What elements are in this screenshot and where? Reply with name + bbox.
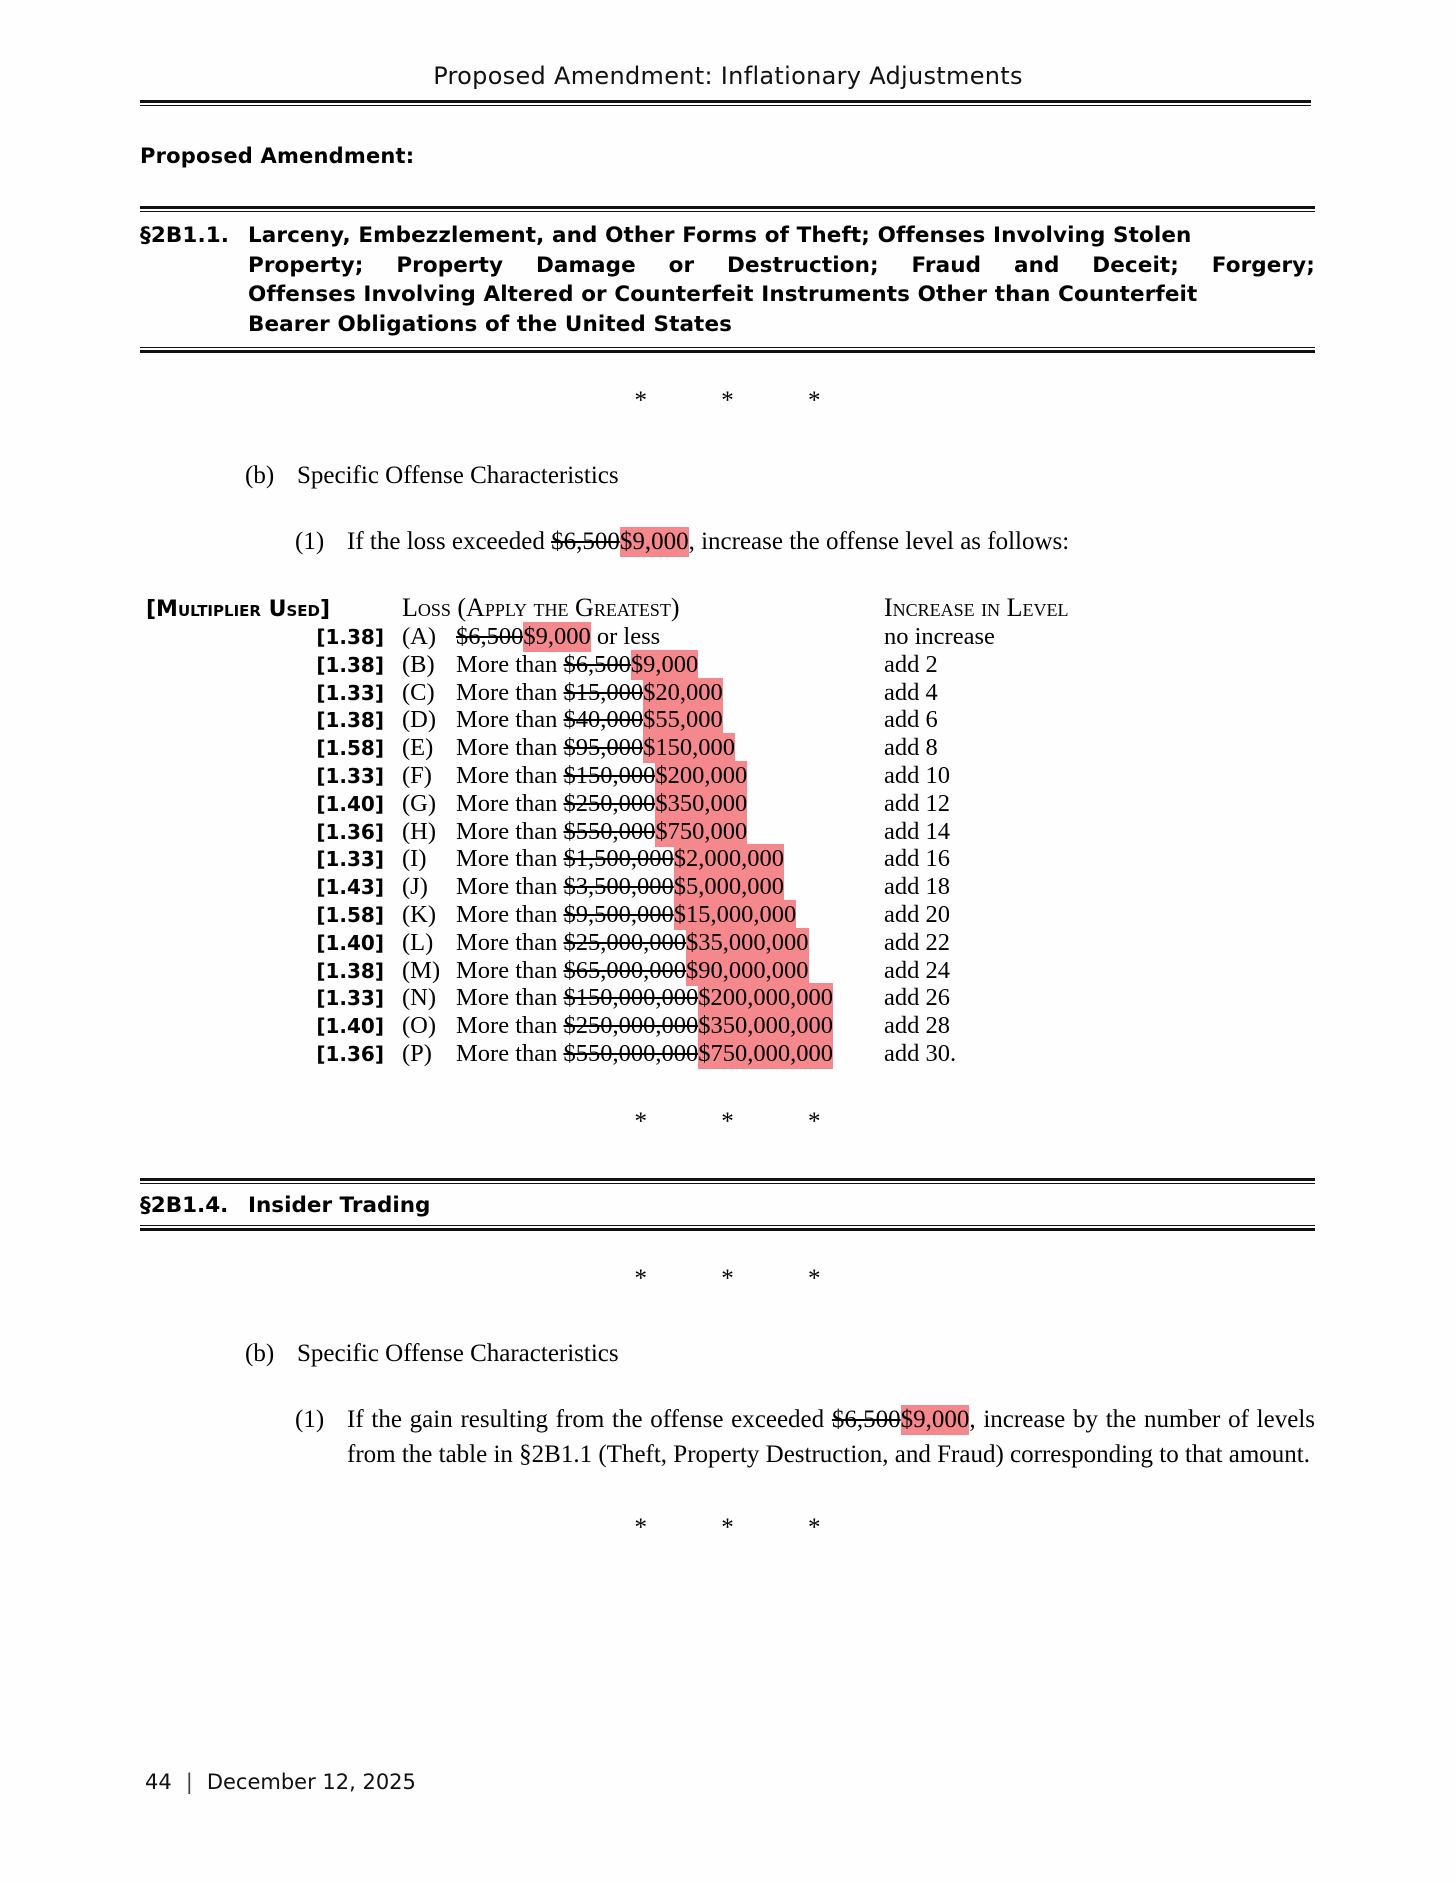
subsection-b-text: Specific Offense Characteristics [297, 461, 619, 489]
loss-row-letter: (O) [402, 1012, 437, 1040]
loss-row-multiplier: [1.36] [316, 1042, 384, 1067]
loss-row-level: add 28 [884, 1012, 950, 1040]
loss-table-row [140, 790, 1315, 818]
loss-row-level: add 26 [884, 984, 950, 1012]
loss-row-new-amount: $200,000 [655, 762, 748, 790]
loss-row-multiplier: [1.38] [316, 652, 384, 677]
loss-row-prefix: More than [456, 1012, 564, 1040]
loss-row-old-amount: $9,500,000 [563, 901, 674, 929]
loss-row-new-amount: $9,000 [630, 650, 699, 678]
loss-row-letter: (J) [402, 873, 428, 901]
paragraph-2-marker: (1) [295, 1406, 325, 1434]
loss-row-new-amount: $55,000 [643, 706, 723, 734]
loss-row-old-amount: $150,000,000 [563, 984, 699, 1012]
column-header-loss: Loss (Apply the Greatest) [402, 593, 680, 623]
loss-row-prefix: More than [456, 956, 564, 984]
subsection-b-2 [140, 1337, 1315, 1371]
loss-row-multiplier: [1.33] [316, 986, 384, 1011]
loss-row-amount [402, 984, 882, 1012]
loss-row-new-amount: $35,000,000 [686, 928, 809, 956]
loss-row-prefix: More than [456, 650, 564, 678]
loss-row-multiplier: [1.40] [316, 791, 384, 816]
loss-row-new-amount: $9,000 [523, 623, 591, 651]
loss-row-prefix: More than [456, 678, 564, 706]
guideline-heading-block-2b1-1 [140, 206, 1315, 353]
loss-row-letter: (K) [402, 901, 437, 929]
paragraph-1-text [347, 524, 1315, 559]
page-footer [145, 1770, 416, 1794]
loss-row-new-amount: $5,000,000 [673, 873, 784, 901]
loss-row-new-amount: $750,000,000 [698, 1040, 833, 1068]
loss-row-new-amount: $90,000,000 [686, 956, 809, 984]
loss-row-old-amount: $95,000 [563, 734, 644, 762]
loss-row-level: add 2 [884, 650, 938, 678]
loss-table-row [140, 984, 1315, 1012]
loss-table-row [140, 762, 1315, 790]
loss-row-level: add 4 [884, 678, 938, 706]
loss-row-new-amount: $2,000,000 [673, 845, 784, 873]
loss-row-new-amount: $200,000,000 [698, 984, 833, 1012]
loss-row-old-amount: $6,500 [456, 623, 524, 651]
loss-table-row [140, 1040, 1315, 1068]
loss-row-new-amount: $150,000 [643, 734, 735, 762]
loss-row-amount [402, 734, 882, 762]
loss-row-prefix: More than [456, 901, 564, 929]
loss-row-amount [402, 845, 882, 873]
guideline-2-number: §2B1.4. [140, 1192, 229, 1218]
asterisk-separator-2: * * * [634, 1107, 855, 1135]
paragraph-2-lead: If the gain resulting from the offense exceeded [347, 1406, 832, 1434]
loss-row-level: no increase [884, 623, 995, 651]
loss-row-multiplier: [1.58] [316, 903, 384, 928]
loss-row-prefix: More than [456, 845, 564, 873]
header-rule [140, 100, 1311, 106]
paragraph-2-text [347, 1402, 1315, 1472]
paragraph-1-lead: If the loss exceeded [347, 528, 552, 556]
loss-row-prefix: More than [456, 1040, 564, 1068]
loss-row-multiplier: [1.33] [316, 764, 384, 789]
asterisk-separator-3: * * * [634, 1264, 855, 1292]
paragraph-1-marker: (1) [295, 528, 325, 556]
loss-row-letter: (C) [402, 678, 435, 706]
loss-row-new-amount: $15,000,000 [673, 901, 797, 929]
loss-row-amount [402, 901, 882, 929]
paragraph-2 [140, 1402, 1315, 1472]
paragraph-1-old-amount: $6,500 [551, 528, 620, 556]
guideline-title [248, 221, 1315, 340]
guideline-heading-2b1-1 [140, 221, 1315, 340]
loss-row-amount [402, 818, 882, 846]
loss-row-letter: (N) [402, 984, 437, 1012]
guideline-title-line-3: Offenses Involving Altered or Counterfeit Instruments Other than Counterfeit [248, 282, 1198, 308]
loss-row-multiplier: [1.33] [316, 680, 384, 705]
loss-row-letter: (D) [402, 706, 437, 734]
rule-bottom [140, 347, 1315, 353]
loss-row-letter: (A) [402, 623, 437, 651]
loss-row-level: add 16 [884, 845, 950, 873]
loss-table-row [140, 957, 1315, 985]
loss-row-old-amount: $40,000 [563, 706, 644, 734]
subsection-b-2-text: Specific Offense Characteristics [297, 1339, 619, 1367]
loss-table-row [140, 1012, 1315, 1040]
loss-row-amount [402, 651, 882, 679]
loss-table-row [140, 679, 1315, 707]
loss-row-old-amount: $15,000 [563, 678, 644, 706]
loss-row-old-amount: $550,000,000 [563, 1040, 699, 1068]
loss-table-row [140, 929, 1315, 957]
loss-row-amount [402, 623, 882, 651]
loss-table-row [140, 818, 1315, 846]
guideline-number: §2B1.1. [140, 223, 230, 248]
loss-row-letter: (H) [402, 817, 437, 845]
loss-row-prefix: More than [456, 789, 564, 817]
loss-row-level: add 8 [884, 734, 938, 762]
rule-top-2 [140, 1178, 1315, 1184]
loss-table [140, 593, 1315, 1068]
loss-row-amount [402, 929, 882, 957]
loss-table-row [140, 845, 1315, 873]
loss-row-prefix: More than [456, 873, 564, 901]
proposed-amendment-label: Proposed Amendment: [140, 144, 415, 168]
loss-table-body [140, 623, 1315, 1068]
loss-row-amount [402, 762, 882, 790]
loss-row-old-amount: $250,000,000 [563, 1012, 699, 1040]
loss-table-row [140, 734, 1315, 762]
footer-page-number: 44 [145, 1770, 172, 1794]
paragraph-1-new-amount: $9,000 [619, 528, 689, 556]
loss-row-new-amount: $750,000 [655, 817, 748, 845]
loss-row-level: add 30. [884, 1040, 957, 1068]
loss-row-new-amount: $350,000,000 [698, 1012, 833, 1040]
loss-row-prefix: More than [456, 928, 564, 956]
loss-row-old-amount: $25,000,000 [563, 928, 686, 956]
loss-row-letter: (I) [402, 845, 427, 873]
loss-row-new-amount: $20,000 [643, 678, 723, 706]
paragraph-2-new-amount: $9,000 [900, 1406, 970, 1434]
loss-row-amount [402, 1012, 882, 1040]
loss-row-old-amount: $6,500 [563, 650, 631, 678]
loss-row-multiplier: [1.40] [316, 1014, 384, 1039]
loss-row-letter: (P) [402, 1040, 432, 1068]
loss-row-prefix: More than [456, 706, 564, 734]
paragraph-2-old-amount: $6,500 [831, 1406, 901, 1434]
loss-row-level: add 12 [884, 789, 950, 817]
loss-row-level: add 6 [884, 706, 938, 734]
loss-row-multiplier: [1.38] [316, 708, 384, 733]
loss-table-row [140, 873, 1315, 901]
asterisk-separator-4: * * * [634, 1514, 855, 1542]
loss-row-old-amount: $550,000 [563, 817, 656, 845]
loss-row-prefix: More than [456, 817, 564, 845]
loss-table-row [140, 651, 1315, 679]
loss-row-multiplier: [1.38] [316, 625, 384, 650]
subsection-b [140, 459, 1315, 493]
loss-row-letter: (E) [402, 734, 434, 762]
loss-row-old-amount: $250,000 [563, 789, 656, 817]
loss-row-level: add 24 [884, 956, 950, 984]
column-header-multiplier: [Multiplier Used] [146, 597, 331, 623]
loss-row-prefix: More than [456, 984, 564, 1012]
loss-row-prefix: More than [456, 762, 564, 790]
loss-row-old-amount: $150,000 [563, 762, 656, 790]
guideline-heading-2b1-4 [140, 1193, 1315, 1218]
loss-row-amount [402, 1040, 882, 1068]
subsection-b-marker: (b) [245, 461, 275, 489]
loss-table-row [140, 901, 1315, 929]
paragraph-1 [140, 524, 1315, 559]
loss-table-header-row [140, 593, 1315, 623]
loss-row-old-amount: $3,500,000 [563, 873, 674, 901]
loss-row-multiplier: [1.43] [316, 875, 384, 900]
footer-date: December 12, 2025 [206, 1770, 416, 1794]
loss-row-amount [402, 873, 882, 901]
asterisk-separator-1: * * * [634, 386, 855, 414]
loss-row-level: add 20 [884, 901, 950, 929]
running-header: Proposed Amendment: Inflationary Adjustments [433, 62, 1023, 90]
paragraph-1-tail: , increase the offense level as follows: [688, 528, 1070, 556]
loss-row-letter: (L) [402, 928, 434, 956]
loss-row-letter: (B) [402, 650, 435, 678]
column-header-level: Increase in Level [884, 593, 1069, 623]
loss-row-amount [402, 790, 882, 818]
loss-row-old-amount: $1,500,000 [563, 845, 674, 873]
loss-row-amount [402, 957, 882, 985]
loss-row-multiplier: [1.58] [316, 736, 384, 761]
guideline-title-line-2: Property; Property Damage or Destruction; Fraud and Deceit; Forgery; [248, 252, 1315, 278]
page-content [140, 130, 1315, 1542]
guideline-title-line-4: Bearer Obligations of the United States [248, 311, 733, 337]
loss-table-row [140, 706, 1315, 734]
loss-row-multiplier: [1.36] [316, 819, 384, 844]
loss-row-multiplier: [1.40] [316, 930, 384, 955]
loss-row-letter: (F) [402, 762, 432, 790]
loss-row-letter: (M) [402, 956, 441, 984]
loss-row-level: add 14 [884, 817, 950, 845]
loss-row-new-amount: $350,000 [655, 789, 748, 817]
loss-row-multiplier: [1.38] [316, 958, 384, 983]
guideline-2-title: Insider Trading [248, 1192, 431, 1218]
loss-row-level: add 22 [884, 928, 950, 956]
loss-row-multiplier: [1.33] [316, 847, 384, 872]
loss-row-letter: (G) [402, 789, 437, 817]
loss-row-suffix: or less [590, 623, 661, 651]
loss-row-amount [402, 706, 882, 734]
footer-separator: | [185, 1770, 193, 1794]
loss-table-row [140, 623, 1315, 651]
loss-row-old-amount: $65,000,000 [563, 956, 686, 984]
loss-row-level: add 18 [884, 873, 950, 901]
rule-top [140, 206, 1315, 212]
loss-row-prefix: More than [456, 734, 564, 762]
subsection-b-2-marker: (b) [245, 1339, 275, 1367]
paragraph-2-tail: , increase by the number of levels from the table in §2B1.1 (Theft, Property Destruction, and Fraud) corresponding to that amount. [347, 1406, 1315, 1469]
rule-bottom-2 [140, 1225, 1315, 1231]
loss-row-amount [402, 679, 882, 707]
guideline-heading-block-2b1-4 [140, 1178, 1315, 1231]
guideline-title-line-1: Larceny, Embezzlement, and Other Forms of Theft; Offenses Involving Stolen [248, 223, 1192, 248]
loss-row-level: add 10 [884, 762, 950, 790]
